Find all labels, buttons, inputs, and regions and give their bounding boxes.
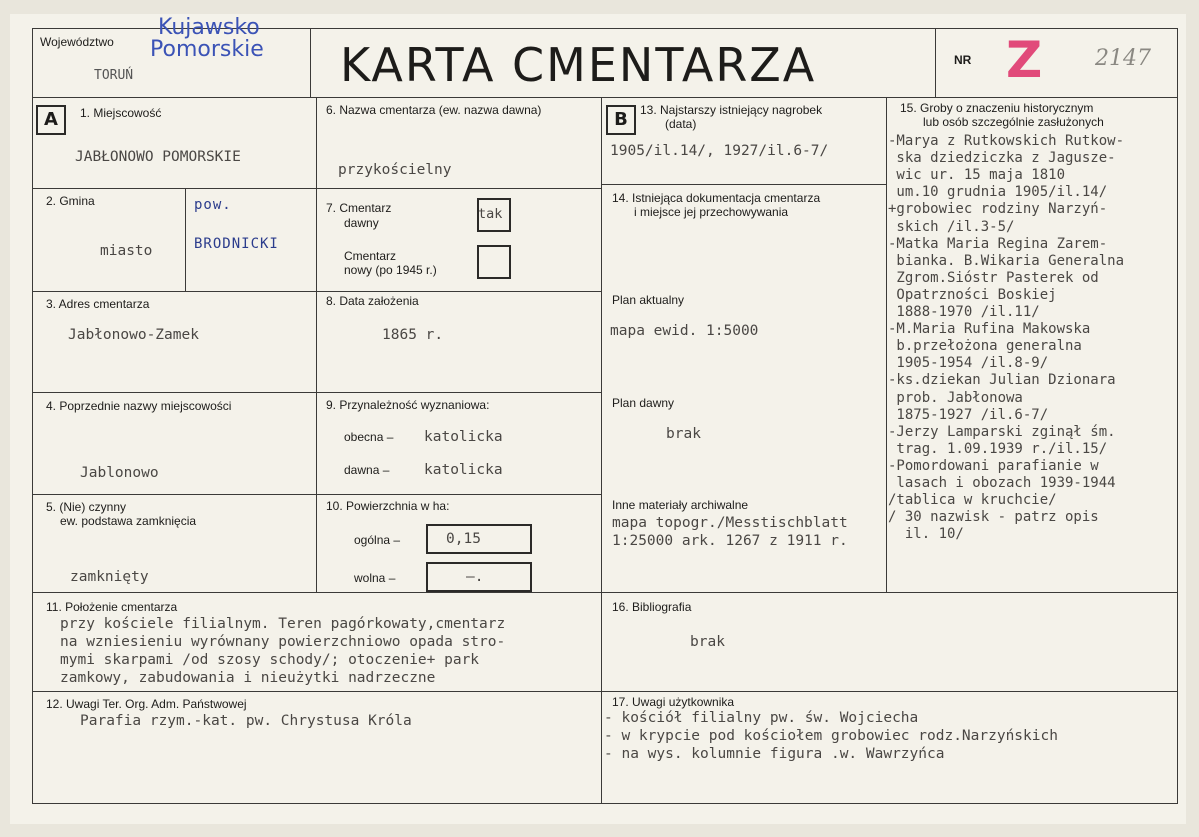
f7-label-dawny-2: dawny bbox=[344, 216, 379, 230]
f15-line: 1888-1970 /il.11/ bbox=[888, 304, 1040, 320]
f15-line: -Matka Maria Regina Zarem- bbox=[888, 235, 1108, 252]
plan-dawny-value: brak bbox=[666, 426, 701, 442]
f15-line: Opatrzności Boskiej bbox=[888, 286, 1057, 303]
plan-aktualny-label: Plan aktualny bbox=[612, 293, 685, 307]
header-bottom bbox=[32, 97, 1178, 98]
f11-line-1: przy kościele filialnym. Teren pagórkowaty,cmentarz bbox=[60, 616, 506, 632]
col-div-b bbox=[601, 97, 602, 804]
f8-label: 8. Data założenia bbox=[326, 294, 419, 308]
f17-line-1: - kościół filialny pw. św. Wojciecha bbox=[604, 710, 919, 726]
row-line-2 bbox=[32, 291, 602, 292]
f13-value: 1905/il.14/, 1927/il.6-7/ bbox=[610, 143, 829, 159]
f11-line-3: mymi skarpami /od szosy schody/; otoczenie+ park bbox=[60, 652, 480, 668]
f9-dawna-label: dawna – bbox=[344, 463, 390, 477]
f14-label-1: 14. Istniejąca dokumentacja cmentarza bbox=[612, 191, 821, 205]
f11-label: 11. Położenie cmentarza bbox=[46, 600, 178, 614]
row-line-4 bbox=[32, 494, 602, 495]
f1-value: JABŁONOWO POMORSKIE bbox=[75, 149, 241, 165]
f7-dawny-value: tak bbox=[478, 206, 503, 222]
f2-label: 2. Gmina bbox=[46, 194, 95, 208]
f9-obecna-value: katolicka bbox=[424, 429, 503, 445]
header-sep-1 bbox=[310, 28, 311, 98]
col-div-a bbox=[316, 97, 317, 593]
f15-line: -Pomordowani parafianie w bbox=[888, 457, 1099, 474]
frame-left bbox=[32, 28, 33, 804]
f15-line: /tablica w kruchcie/ bbox=[888, 492, 1057, 509]
f15-line: Zgrom.Sióstr Pasterek od bbox=[888, 269, 1099, 286]
f17-line-2: - w krypcie pod kościołem grobowiec rodz.Narzyńskich bbox=[604, 728, 1058, 744]
f16-value: brak bbox=[690, 634, 725, 650]
f15-line: lasach i obozach 1939-1944 bbox=[888, 475, 1116, 491]
row-line-5 bbox=[32, 592, 1178, 593]
f13-label-2: (data) bbox=[665, 117, 697, 131]
f2-handwritten-1: pow. bbox=[194, 197, 232, 213]
cemetery-card bbox=[10, 14, 1186, 824]
f9-label: 9. Przynależność wyznaniowa: bbox=[326, 398, 490, 412]
f1-label: 1. Miejscowość bbox=[80, 106, 162, 120]
f3-value: Jabłonowo-Zamek bbox=[68, 327, 199, 343]
nr-letter: Z bbox=[1006, 31, 1043, 89]
plan-dawny-label: Plan dawny bbox=[612, 396, 675, 410]
f5-label-2: ew. podstawa zamknięcia bbox=[60, 514, 197, 528]
f10-ogolna-label: ogólna – bbox=[354, 533, 401, 547]
row-line-1 bbox=[32, 188, 602, 189]
f11-line-4: zamkowy, zabudowania i nieużytki nadrzeczne bbox=[60, 670, 436, 686]
f6-value: przykościelny bbox=[338, 162, 452, 178]
f7-label-nowy-2: nowy (po 1945 r.) bbox=[344, 263, 437, 277]
f15-line: trag. 1.09.1939 r./il.15/ bbox=[888, 440, 1108, 457]
f15-line: -Marya z Rutkowskich Rutkow- bbox=[888, 133, 1125, 149]
f15-line: -ks.dziekan Julian Dzionara bbox=[888, 372, 1116, 389]
frame-right bbox=[1177, 28, 1178, 804]
inne-line-2: 1:25000 ark. 1267 z 1911 r. bbox=[612, 533, 848, 549]
f15-label-1: 15. Groby o znaczeniu historycznym bbox=[900, 101, 1094, 115]
inne-line-1: mapa topogr./Messtischblatt bbox=[612, 515, 848, 531]
frame-bottom bbox=[32, 803, 1178, 804]
f15-line: -M.Maria Rufina Makowska bbox=[888, 321, 1091, 338]
row-line-3 bbox=[32, 392, 602, 393]
f15-line: bianka. B.Wikaria Generalna bbox=[888, 252, 1125, 269]
f3-label: 3. Adres cmentarza bbox=[46, 297, 150, 311]
f5-label-1: 5. (Nie) czynny bbox=[46, 500, 127, 514]
f2-value: miasto bbox=[100, 243, 153, 259]
f14-label-2: i miejsce jej przechowywania bbox=[634, 205, 789, 219]
f13-label-1: 13. Najstarszy istniejący nagrobek bbox=[640, 103, 823, 117]
f15-line: b.przełożona generalna bbox=[888, 338, 1082, 355]
f10-wolna-value: –. bbox=[466, 569, 484, 585]
f2-handwritten-2: BRODNICKI bbox=[194, 236, 279, 252]
f15-line: -Jerzy Lamparski zginął śm. bbox=[888, 423, 1116, 440]
f15-line: il. 10/ bbox=[888, 526, 964, 543]
f5-value: zamknięty bbox=[70, 569, 149, 585]
nr-number: 2147 bbox=[1095, 46, 1151, 71]
f15-line: 1875-1927 /il.6-7/ bbox=[888, 406, 1049, 423]
wojewodztwo-label: Województwo bbox=[40, 35, 114, 49]
f15-line: skich /il.3-5/ bbox=[888, 218, 1015, 235]
wojewodztwo-stamp-line-1: Kujawsko bbox=[158, 15, 260, 40]
row-line-b1 bbox=[601, 184, 887, 185]
f12-value: Parafia rzym.-kat. pw. Chrystusa Króla bbox=[80, 713, 412, 729]
f15-label-2: lub osób szczególnie zasłużonych bbox=[923, 115, 1104, 129]
row-line-6 bbox=[32, 691, 1178, 692]
f7-label-nowy-1: Cmentarz bbox=[344, 249, 397, 263]
col-div-c bbox=[886, 97, 887, 593]
f10-ogolna-value: 0,15 bbox=[446, 531, 481, 547]
f7-label-dawny-1: 7. Cmentarz bbox=[326, 201, 392, 215]
f15-line: +grobowiec rodziny Narzyń- bbox=[888, 201, 1108, 218]
f15-line: um.10 grudnia 1905/il.14/ bbox=[888, 184, 1108, 201]
f17-label: 17. Uwagi użytkownika bbox=[612, 695, 735, 709]
f12-label: 12. Uwagi Ter. Org. Adm. Państwowej bbox=[46, 697, 247, 711]
f4-label: 4. Poprzednie nazwy miejscowości bbox=[46, 399, 232, 413]
f10-label: 10. Powierzchnia w ha: bbox=[326, 499, 450, 513]
f4-value: Jablonowo bbox=[80, 465, 159, 481]
f7-nowy-checkbox bbox=[477, 245, 511, 279]
plan-aktualny-value: mapa ewid. 1:5000 bbox=[610, 323, 759, 339]
f6-label: 6. Nazwa cmentarza (ew. nazwa dawna) bbox=[326, 103, 542, 117]
f15-line: 1905-1954 /il.8-9/ bbox=[888, 355, 1049, 372]
f17-line-3: - na wys. kolumnie figura .w. Wawrzyńca bbox=[604, 746, 945, 762]
gmina-inner-div bbox=[185, 188, 186, 292]
nr-label: NR bbox=[954, 53, 972, 67]
f15-line: / 30 nazwisk - patrz opis bbox=[888, 509, 1099, 526]
f16-label: 16. Bibliografia bbox=[612, 600, 692, 614]
header-sep-2 bbox=[935, 28, 936, 98]
f15-line: prob. Jabłonowa bbox=[888, 389, 1023, 406]
card-title: KARTA CMENTARZA bbox=[340, 38, 817, 92]
f11-line-2: na wzniesieniu wyrównany powierzchniowo opada stro- bbox=[60, 634, 506, 650]
inne-label: Inne materiały archiwalne bbox=[612, 498, 749, 512]
f8-value: 1865 r. bbox=[382, 327, 444, 343]
f15-line: ska dziedziczka z Jagusze- bbox=[888, 150, 1116, 167]
section-a-marker: A bbox=[36, 105, 66, 135]
f10-wolna-label: wolna – bbox=[354, 571, 396, 585]
f15-line: wic ur. 15 maja 1810 bbox=[888, 167, 1066, 184]
wojewodztwo-city: TORUŃ bbox=[94, 68, 134, 83]
wojewodztwo-stamp-line-2: Pomorskie bbox=[150, 37, 264, 62]
f9-obecna-label: obecna – bbox=[344, 430, 394, 444]
section-b-marker: B bbox=[606, 105, 636, 135]
f9-dawna-value: katolicka bbox=[424, 462, 503, 478]
